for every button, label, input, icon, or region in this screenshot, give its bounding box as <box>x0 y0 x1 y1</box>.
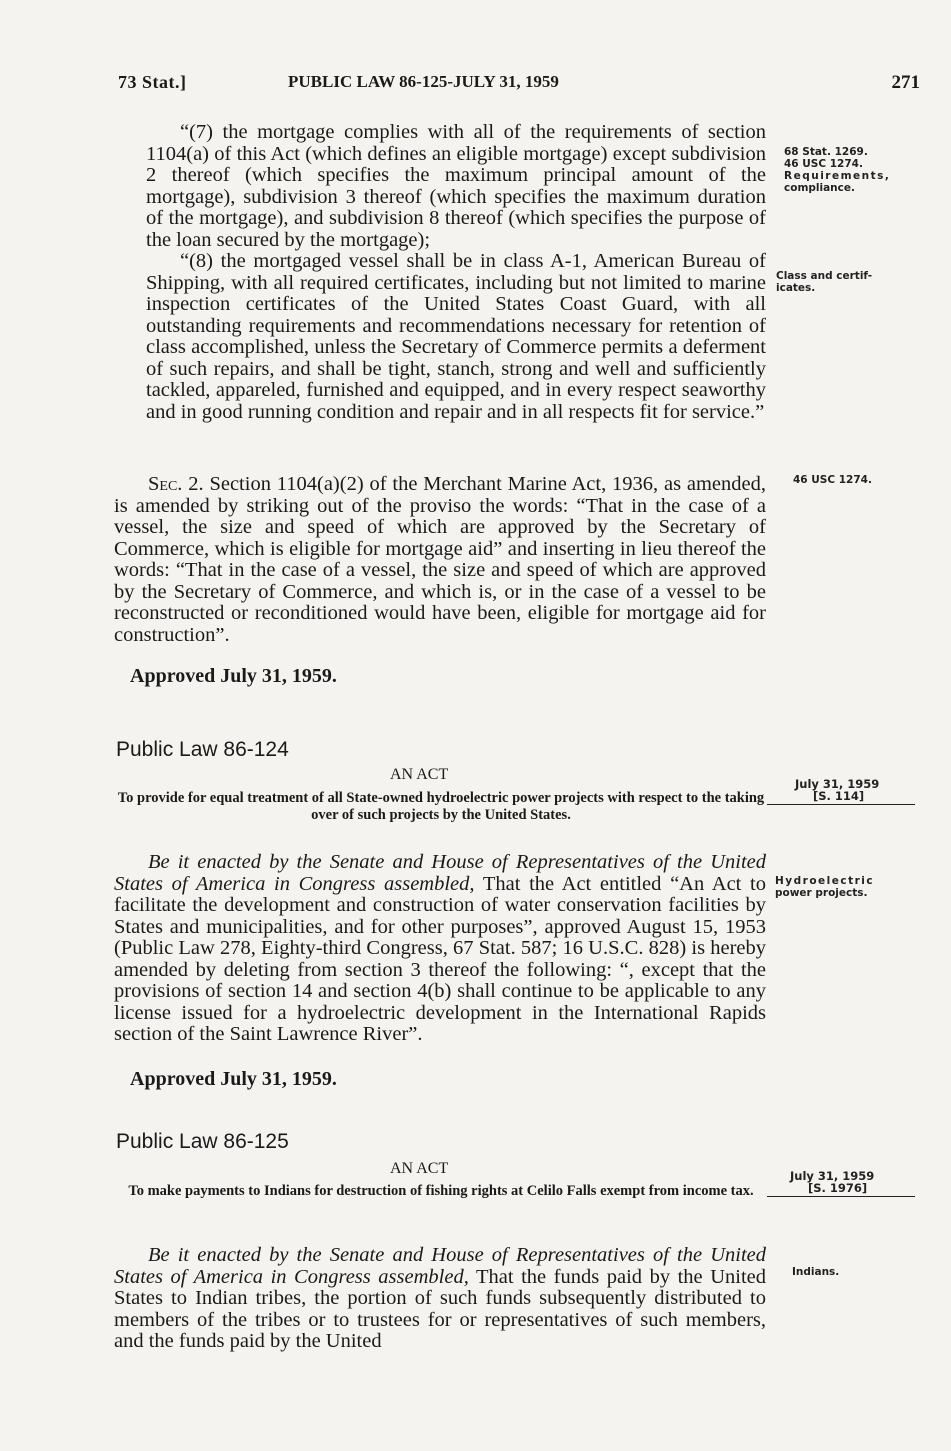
section-2-text: Section 1104(a)(2) of the Merchant Marine Act, 1936, as amended, is amended by striking out of the proviso the words: “That in the case of a vessel, the size and speed of which are approved by the Secretary of Commerce, which is eligible for mortgage aid” and inserting in lieu thereof the words: “That in the case of a vessel, the size and speed of which are approved by the Secretary of Commerce, and which is, or in the case of a vessel to be reconstructed or reconditioned would have been, eligible for mortgage aid for construction”. <box>114 473 767 646</box>
page-number: 271 <box>891 72 920 93</box>
an-act-heading-125: AN ACT <box>390 1160 449 1177</box>
purpose-125: To make payments to Indians for destruction of fishing rights at Celilo Falls exempt from income tax. <box>128 1183 754 1199</box>
margin-note-indians: Indians. <box>792 1266 840 1278</box>
stat-volume: 73 Stat.] <box>118 72 187 92</box>
section-2 <box>114 474 766 646</box>
an-act-heading-124: AN ACT <box>390 766 449 783</box>
public-law-125-title: Public Law 86-125 <box>116 1130 289 1153</box>
margin-note-hydroelectric: Hydroelectric power projects. <box>775 875 875 899</box>
law-124-text: That the Act entitled “An Act to facilitate the development and construction of water conservation facilities by States and municipalities, and for other purposes”, approved August 15, 1953 (Public Law 278, Eighty-third Congress, 67 Stat. 587; 16 U.S.C. 828) is hereby amended by deleting from section 3 thereof the following: “, except that the provisions of section 14 and section 4(b) shall continue to be applicable to any license issued for a hydroelectric development in the International Rapids section of the Saint Lawrence River”. <box>114 872 766 1045</box>
margin-note-requirements: 68 Stat. 1269. 46 USC 1274. Requirements, compliance. <box>784 146 891 194</box>
enacting-clause-124: Be it enacted by the Senate and House of Representatives of the United States of America in Congress assembled, <box>114 851 766 895</box>
approved-date-2: Approved July 31, 1959. <box>130 1068 337 1090</box>
paragraph-7: “(7) the mortgage complies with all of the requirements of section 1104(a) of this Act (which defines an eligible mortgage) except subdivision 2 thereof (which specifies the maximum principal amount of the mortgage), subdivision 3 thereof (which specifies the maximum duration of the mortgage), and subdivision 8 thereof (which specifies the purpose of the loan secured by the mortgage); <box>146 121 766 251</box>
section-2-label: Sec. 2. <box>148 473 204 495</box>
running-title: PUBLIC LAW 86-125-JULY 31, 1959 <box>288 72 559 91</box>
law-125-text: That the funds paid by the United States to Indian tribes, the portion of such funds subsequently distributed to members of the tribes or to trustees for or representatives of such members, and the funds paid by the United <box>114 1265 766 1352</box>
purpose-124: To provide for equal treatment of all State-owned hydroelectric power projects with respect to the taking over of such projects by the United States. <box>117 790 765 823</box>
running-header <box>118 72 920 98</box>
margin-note-date-125: July 31, 1959 [S. 1976] <box>790 1169 875 1195</box>
margin-rule-125 <box>767 1196 915 1197</box>
public-law-124-title: Public Law 86-124 <box>116 738 289 761</box>
law-125-body <box>114 1245 766 1353</box>
margin-rule-124 <box>767 804 915 805</box>
section1-continuation <box>146 122 766 423</box>
margin-note-date-124: July 31, 1959 [S. 114] <box>795 777 880 803</box>
paragraph-8: “(8) the mortgaged vessel shall be in class A-1, American Bureau of Shipping, with all required certificates, including but not limited to marine inspection certificates of the United States Coast Guard, with all outstanding requirements and recommendations necessary for retention of class accomplished, unless the Secretary of Commerce permits a deferment of such repairs, and shall be tight, stanch, strong and well and sufficiently tackled, appareled, furnished and equipped, and in every respect seaworthy and in good running condition and repair and in all respects fit for service.” <box>146 250 766 423</box>
approved-date-1: Approved July 31, 1959. <box>130 665 337 687</box>
margin-note-usc: 46 USC 1274. <box>793 474 872 486</box>
law-124-body <box>114 852 766 1046</box>
enacting-clause-125: Be it enacted by the Senate and House of Representatives of the United States of America in Congress assembled, <box>114 1244 766 1288</box>
margin-note-class-certificates: Class and certif- icates. <box>776 270 873 294</box>
